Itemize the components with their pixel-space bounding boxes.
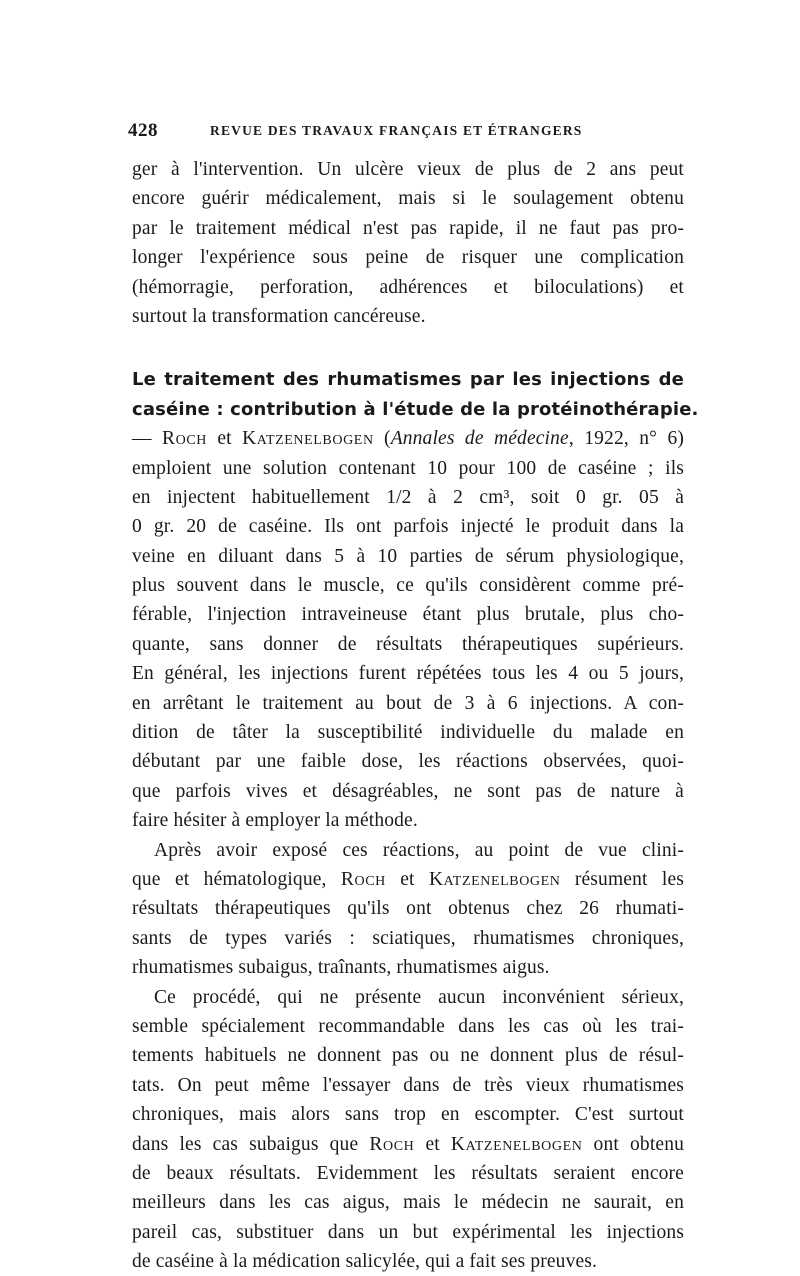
text-fragment: ont obtenu <box>582 1133 684 1155</box>
text-line: débutant par une faible dose, les réactions observées, quoi- <box>132 751 684 773</box>
text-fragment: résument les <box>560 868 684 890</box>
author-name: Katzenelbogen <box>242 428 374 450</box>
text-line: sants de types variés : sciatiques, rhumatismes chroniques, <box>132 927 684 949</box>
text-line: en injectent habituellement 1/2 à 2 cm³, soit 0 gr. 05 à <box>132 486 684 508</box>
text-line: surtout la transformation cancéreuse. <box>132 305 426 327</box>
text-line: de beaux résultats. Evidemment les résultats seraient encore <box>132 1162 684 1184</box>
text-line: Ce procédé, qui ne présente aucun inconvénient sérieux, <box>154 986 684 1008</box>
article-title-line: caséine : contribution à l'étude de la protéinothérapie. <box>132 398 699 420</box>
author-name: Roch <box>369 1133 415 1155</box>
article-byline <box>132 424 684 453</box>
article-title-line: Le traitement des rhumatismes par les injections de <box>132 369 684 391</box>
text-line: emploient une solution contenant 10 pour 100 de caséine ; ils <box>132 457 684 479</box>
byline-dash: — <box>132 428 163 450</box>
text-line: veine en diluant dans 5 à 10 parties de sérum physiologique, <box>132 545 684 567</box>
journal-reference: , 1922, n° 6) <box>568 428 685 450</box>
text-line: En général, les injections furent répétées tous les 4 ou 5 jours, <box>132 663 684 685</box>
text-line: dition de tâter la susceptibilité individuelle du malade en <box>132 722 684 744</box>
text-line <box>132 1130 684 1159</box>
text-line: faire hésiter à employer la méthode. <box>132 810 418 832</box>
author-name: Katzenelbogen <box>450 1133 583 1155</box>
journal-title: Annales de médecine <box>390 428 569 450</box>
page-header <box>128 120 668 146</box>
text-line: plus souvent dans le muscle, ce qu'ils considèrent comme pré- <box>132 575 684 597</box>
text-line: par le traitement médical n'est pas rapide, il ne faut pas pro- <box>132 217 684 239</box>
text-line: tements habituels ne donnent pas ou ne donnent plus de résul- <box>132 1045 684 1067</box>
body-text <box>132 155 699 1276</box>
text-line: en arrêtant le traitement au bout de 3 à 6 injections. A con- <box>132 692 684 714</box>
text-fragment: et <box>414 1133 451 1155</box>
text-line: férable, l'injection intraveineuse étant plus brutale, plus cho- <box>132 604 684 626</box>
text-line: pareil cas, substituer dans un but expérimental les injections <box>132 1221 684 1243</box>
text-line: que parfois vives et désagréables, ne sont pas de nature à <box>132 780 684 802</box>
byline-conjunction: et <box>207 428 243 450</box>
text-line: 0 gr. 20 de caséine. Ils ont parfois injecté le produit dans la <box>132 516 684 538</box>
page-number: 428 <box>128 120 158 141</box>
text-line: chroniques, mais alors sans trop en escompter. C'est surtout <box>132 1104 684 1126</box>
author-name: Roch <box>162 428 207 450</box>
text-fragment: dans les cas subaigus que <box>132 1133 370 1155</box>
text-line: (hémorragie, perforation, adhérences et biloculations) et <box>132 276 684 298</box>
text-line: Après avoir exposé ces réactions, au point de vue clini- <box>154 839 684 861</box>
text-fragment: et <box>385 868 429 890</box>
text-fragment: que et hématologique, <box>132 868 341 890</box>
author-name: Katzenelbogen <box>428 868 561 890</box>
running-head: REVUE DES TRAVAUX FRANÇAIS ET ÉTRANGERS <box>210 123 583 138</box>
text-line: meilleurs dans les cas aigus, mais le médecin ne saurait, en <box>132 1192 684 1214</box>
text-line: encore guérir médicalement, mais si le soulagement obtenu <box>132 188 684 210</box>
text-line <box>132 865 684 894</box>
text-line: quante, sans donner de résultats thérapeutiques supérieurs. <box>132 633 684 655</box>
text-line: longer l'expérience sous peine de risquer une complication <box>132 247 684 269</box>
text-line: résultats thérapeutiques qu'ils ont obtenus chez 26 rhumati- <box>132 898 684 920</box>
text-line: ger à l'intervention. Un ulcère vieux de plus de 2 ans peut <box>132 159 684 180</box>
section-gap <box>132 331 684 365</box>
author-name: Roch <box>340 868 386 890</box>
byline-paren: ( <box>373 428 391 450</box>
text-line: rhumatismes subaigus, traînants, rhumatismes aigus. <box>132 957 550 979</box>
text-line: semble spécialement recommandable dans les cas où les trai- <box>132 1015 684 1037</box>
text-line: de caséine à la médication salicylée, qui a fait ses preuves. <box>132 1251 598 1273</box>
text-line: tats. On peut même l'essayer dans de très vieux rhumatismes <box>132 1074 684 1096</box>
